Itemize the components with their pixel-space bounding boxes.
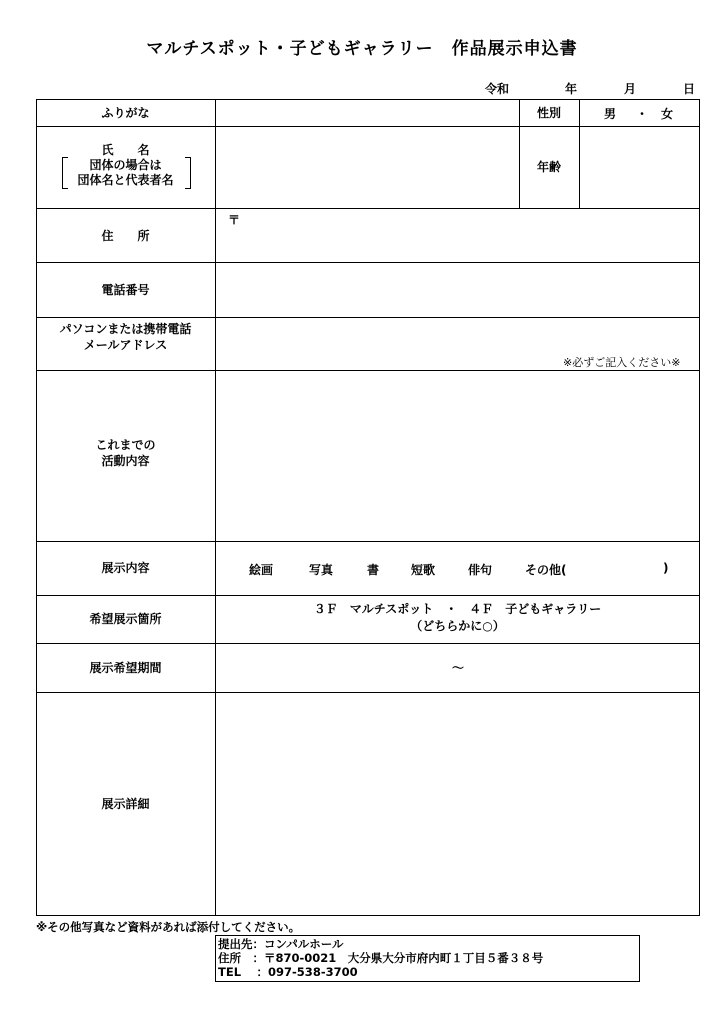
phone-label: 電話番号 <box>101 282 150 297</box>
postal-mark: 〒 <box>228 213 241 227</box>
email-label-1: パソコンまたは携帯電話 <box>59 322 192 336</box>
column-divider <box>215 99 216 916</box>
content-option-calligraphy[interactable]: 書 <box>367 563 380 577</box>
activity-input[interactable] <box>220 375 699 539</box>
activity-label-2: 活動内容 <box>101 454 150 468</box>
period-start-input[interactable] <box>300 658 444 678</box>
activity-label-1: これまでの <box>95 438 156 452</box>
bracket-right <box>185 157 191 189</box>
period-end-input[interactable] <box>475 658 619 678</box>
name-group-label-2: 団体名と代表者名 <box>77 173 174 187</box>
date-day-label: 日 <box>683 82 696 96</box>
date-year-label: 年 <box>565 82 578 96</box>
email-input[interactable] <box>220 328 699 350</box>
location-options[interactable]: ３Ｆ マルチスポット ・ ４Ｆ 子どもギャラリー <box>313 601 602 616</box>
furigana-input[interactable] <box>220 103 518 125</box>
name-input[interactable] <box>220 131 518 207</box>
content-option-painting[interactable]: 絵画 <box>249 563 274 577</box>
submit-to: 提出先：コンパルホール <box>218 937 344 951</box>
email-label-2: メールアドレス <box>83 338 168 352</box>
date-month-label: 月 <box>624 82 637 96</box>
location-label: 希望展示箇所 <box>89 612 162 626</box>
attachment-note: ※その他写真など資料があれば添付してください。 <box>36 920 301 934</box>
gender-male-option[interactable]: 男 <box>604 107 617 121</box>
name-group-label-1: 団体の場合は <box>89 158 162 172</box>
date-month-input[interactable] <box>582 79 624 97</box>
content-other-close: ) <box>663 561 669 575</box>
content-option-haiku[interactable]: 俳句 <box>468 563 493 577</box>
email-required-note: ※必ずご記入ください※ <box>563 356 681 369</box>
age-label: 年齢 <box>536 160 561 174</box>
gender-female-option[interactable]: 女 <box>661 107 674 121</box>
row-divider <box>36 317 700 318</box>
submit-address: 住所 ：〒870-0021 大分県大分市府内町１丁目５番３８号 <box>218 951 544 965</box>
furigana-label: ふりがな <box>101 105 150 120</box>
column-divider <box>579 99 580 208</box>
row-divider <box>36 370 700 371</box>
period-label: 展示希望期間 <box>89 660 162 675</box>
content-option-other[interactable]: その他( <box>525 563 567 577</box>
submit-tel: TEL ：097-538-3700 <box>218 965 358 979</box>
content-label: 展示内容 <box>101 561 150 575</box>
detail-label: 展示詳細 <box>101 797 150 811</box>
period-tilde: ～ <box>452 661 465 675</box>
address-label: 住 所 <box>101 229 150 243</box>
date-era: 令和 <box>485 82 510 96</box>
form-title: マルチスポット・子どもギャラリー 作品展示申込書 <box>146 39 578 59</box>
detail-input[interactable] <box>220 697 699 915</box>
submission-info-box <box>215 935 640 982</box>
gender-separator: ・ <box>636 107 649 121</box>
content-option-photo[interactable]: 写真 <box>309 563 334 577</box>
age-input[interactable] <box>584 155 698 177</box>
location-instruction: （どちらかに○） <box>410 618 505 633</box>
content-option-tanka[interactable]: 短歌 <box>411 563 436 577</box>
address-input[interactable] <box>245 212 699 262</box>
content-other-input[interactable] <box>585 559 664 579</box>
gender-label: 性別 <box>536 105 561 120</box>
date-year-input[interactable] <box>517 79 561 97</box>
row-divider <box>36 126 700 127</box>
bracket-left <box>62 157 68 189</box>
phone-input[interactable] <box>220 280 699 302</box>
date-day-input[interactable] <box>641 79 683 97</box>
name-label: 氏 名 <box>101 143 150 157</box>
